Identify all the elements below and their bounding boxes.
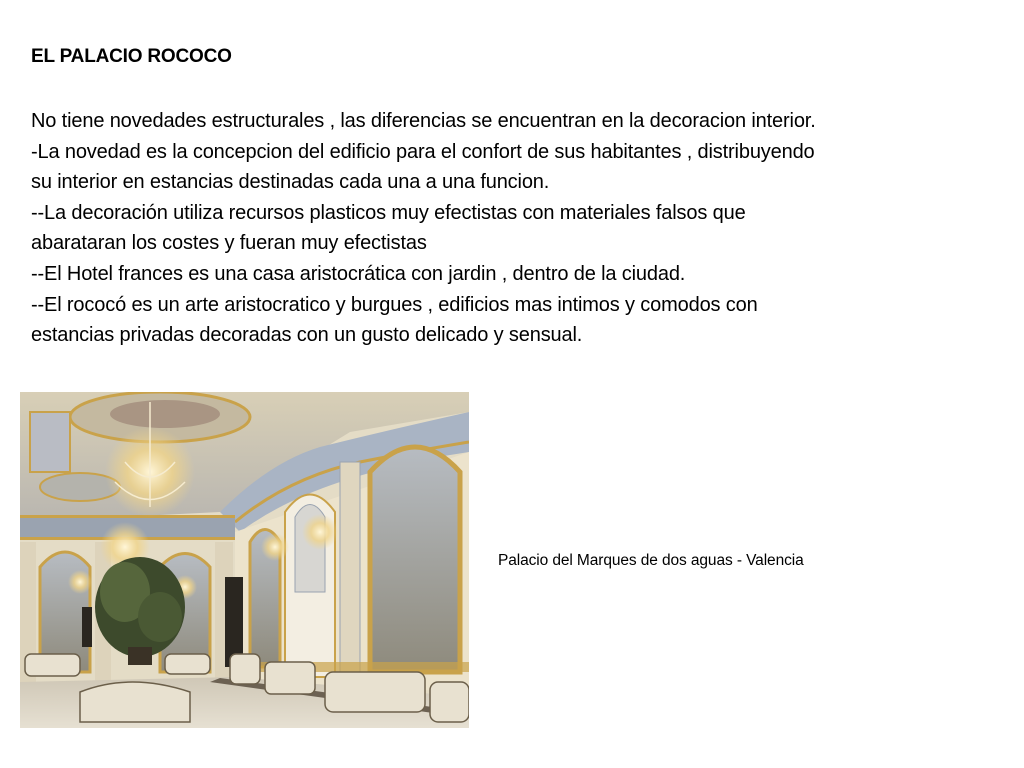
palace-interior-photo [20,392,469,728]
body-line: --El rococó es un arte aristocratico y burgues , edificios mas intimos y comodos con [31,293,758,316]
body-line: --El Hotel frances es una casa aristocrática con jardin , dentro de la ciudad. [31,262,686,285]
palace-interior-illustration [20,392,469,728]
body-line: --La decoración utiliza recursos plasticos muy efectistas con materiales falsos que [31,201,746,224]
slide-body [31,106,1001,351]
body-line: No tiene novedades estructurales , las diferencias se encuentran en la decoracion interior. [31,110,816,132]
body-line: su interior en estancias destinadas cada una a una funcion. [31,171,550,194]
body-line: -La novedad es la concepcion del edificio para el confort de sus habitantes , distribuyendo [31,140,815,163]
image-caption: Palacio del Marques de dos aguas - Valencia [498,552,804,569]
body-line: abarataran los costes y fueran muy efectistas [31,232,427,255]
body-line: estancias privadas decoradas con un gusto delicado y sensual. [31,324,583,347]
slide-title: EL PALACIO ROCOCO [31,46,232,67]
